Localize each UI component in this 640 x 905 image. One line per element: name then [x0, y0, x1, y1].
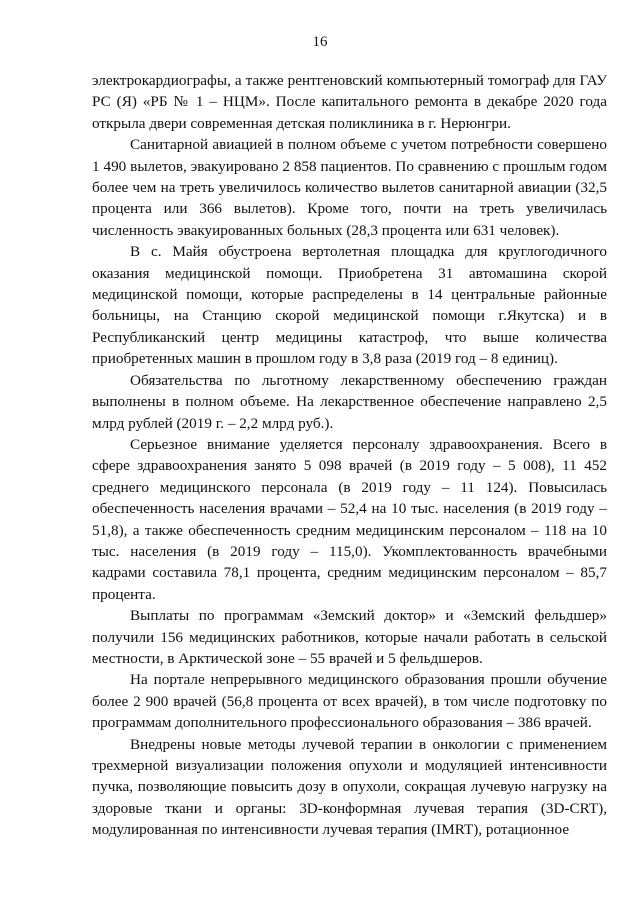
paragraph-rural-programs: Выплаты по программам «Земский доктор» и «Земский фельдшер» получили 156 медицинских работников, которые начали работать в сельской местности, в Арктической зоне – 55 врачей и 5 фельдшеров. [92, 607, 607, 667]
page-number: 16 [312, 34, 328, 50]
paragraph-helipad-ambulances: В с. Майя обустроена вертолетная площадка для круглогодичного оказания медицинской помощи. Приобретена 31 автомашина скорой медицинской помощи, которые распределены в 14 центральные районные больницы, на Станцию скорой медицинской помощи г.Якутска) и в Республиканский центр медицины катастроф, что выше количества приобретенных машин в прошлом году в 3,8 раза (2019 год – 8 единиц). [92, 243, 607, 368]
paragraph-healthcare-staff: Серьезное внимание уделяется персоналу здравоохранения. Всего в сфере здравоохранения занято 5 098 врачей (в 2019 году – 5 008), 11 452 среднего медицинского персонала (в 2019 году – 11 124). Повысилась обеспеченность населения врачами – 52,4 на 10 тыс. населения (в 2019 году – 51,8), а также обеспеченность средним медицинским персоналом – 118 на 10 тыс. населения (в 2019 году – 115,0). Укомплектованность врачебными кадрами составила 78,1 процента, средним медицинским персоналом – 85,7 процента. [92, 435, 607, 603]
paragraph-drug-provision: Обязательства по льготному лекарственному обеспечению граждан выполнены в полном объеме. На лекарственное обеспечение направлено 2,5 млрд рублей (2019 г. – 2,2 млрд руб.). [92, 371, 607, 432]
document-body [92, 70, 607, 841]
paragraph-continued: электрокардиографы, а также рентгеновский компьютерный томограф для ГАУ РС (Я) «РБ № 1 – НЦМ». После капитального ремонта в декабре 2020 года открыла двери современная детская поликлиника в г. Нерюнгри. [92, 72, 607, 132]
paragraph-sanitary-aviation: Санитарной авиацией в полном объеме с учетом потребности совершено 1 490 вылетов, эвакуировано 2 858 пациентов. По сравнению с прошлым годом более чем на треть увеличилось количество вылетов санитарной авиации (32,5 процента или 366 вылетов). Кроме того, почти на треть увеличилась численность эвакуированных больных (28,3 процента или 631 человек). [92, 136, 607, 239]
paragraph-continuing-education: На портале непрерывного медицинского образования прошли обучение более 2 900 врачей (56,8 процента от всех врачей), в том числе подготовку по программам дополнительного профессионального образования – 386 врачей. [92, 671, 607, 732]
paragraph-radiation-therapy: Внедрены новые методы лучевой терапии в онкологии с применением трехмерной визуализации положения опухоли и модуляцией интенсивности пучка, позволяющие повысить дозу в опухоли, сокращая лучевую нагрузку на здоровые ткани и органы: 3D-конформная лучевая терапия (3D-CRT), модулированная по интенсивности лучевая терапия (IMRT), ротационное [92, 735, 607, 839]
